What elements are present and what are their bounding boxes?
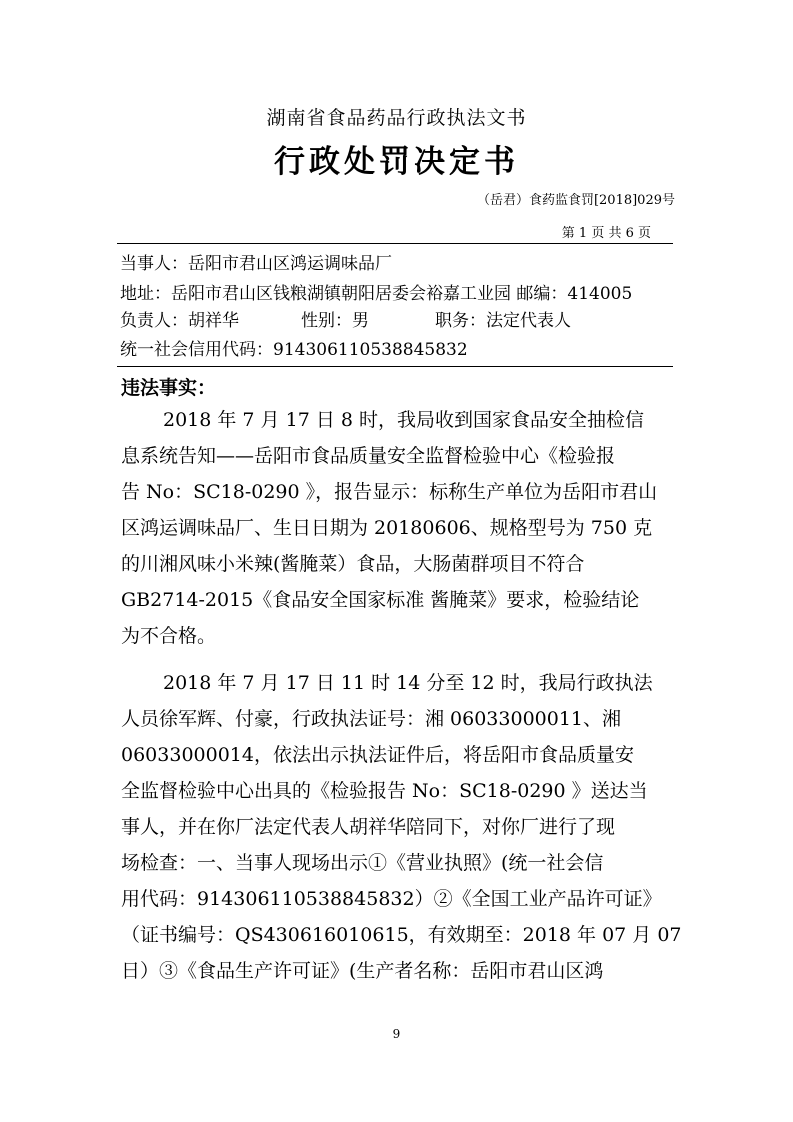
body-line: （证书编号：QS430616010615，有效期至：2018 年 07 月 07 bbox=[121, 924, 682, 946]
body-line: 06033000014，依法出示执法证件后，将岳阳市食品质量安 bbox=[121, 744, 634, 766]
issuing-agency: 湖南省食品药品行政执法文书 bbox=[266, 107, 527, 129]
body-line: 告 No：SC18-0290 》，报告显示：标称生产单位为岳阳市君山 bbox=[121, 481, 658, 503]
body-line: 场检查：一、当事人现场出示①《营业执照》(统一社会信 bbox=[121, 852, 604, 874]
document-number: （岳君）食药监食罚[2018]029号 bbox=[476, 193, 675, 208]
bottom-divider bbox=[117, 366, 673, 367]
body-line: 全监督检验中心出具的《检验报告 No：SC18-0290 》送达当 bbox=[121, 780, 648, 802]
top-divider bbox=[117, 243, 673, 244]
responsible-person: 负责人：胡祥华 bbox=[120, 311, 239, 331]
body-line: 事人，并在你厂法定代表人胡祥华陪同下，对你厂进行了现 bbox=[121, 816, 616, 838]
party-details-row bbox=[120, 306, 571, 331]
body-line: GB2714-2015《食品安全国家标准 酱腌菜》要求，检验结论 bbox=[121, 589, 640, 611]
body-line: 区鸿运调味品厂、生日日期为 20180606、规格型号为 750 克 bbox=[121, 517, 653, 539]
body-line: 2018 年 7 月 17 日 8 时，我局收到国家食品安全抽检信 bbox=[163, 409, 644, 431]
body-line: 为不合格。 bbox=[121, 625, 217, 647]
facts-heading: 违法事实： bbox=[121, 377, 217, 399]
body-line: 的川湘风味小米辣(酱腌菜）食品，大肠菌群项目不符合 bbox=[121, 553, 585, 575]
body-line: 息系统告知——岳阳市食品质量安全监督检验中心《检验报 bbox=[121, 445, 616, 467]
body-line: 2018 年 7 月 17 日 11 时 14 分至 12 时，我局行政执法 bbox=[163, 672, 653, 694]
position: 职务：法定代表人 bbox=[435, 311, 571, 331]
credit-code: 统一社会信用代码：914306110538845832 bbox=[120, 340, 468, 360]
party-name: 当事人：岳阳市君山区鸿运调味品厂 bbox=[120, 254, 392, 274]
page-info: 第 1 页 共 6 页 bbox=[561, 226, 651, 241]
page-number: 9 bbox=[392, 1027, 401, 1041]
party-address: 地址：岳阳市君山区钱粮湖镇朝阳居委会裕嘉工业园 邮编：414005 bbox=[120, 284, 633, 304]
document-title: 行政处罚决定书 bbox=[274, 144, 519, 180]
gender: 性别：男 bbox=[301, 311, 369, 331]
body-line: 用代码：914306110538845832）②《全国工业产品许可证》 bbox=[121, 888, 662, 910]
body-line: 日）③《食品生产许可证》(生产者名称：岳阳市君山区鸿 bbox=[121, 960, 604, 982]
body-line: 人员徐军辉、付豪，行政执法证号：湘 06033000011、湘 bbox=[121, 708, 622, 730]
